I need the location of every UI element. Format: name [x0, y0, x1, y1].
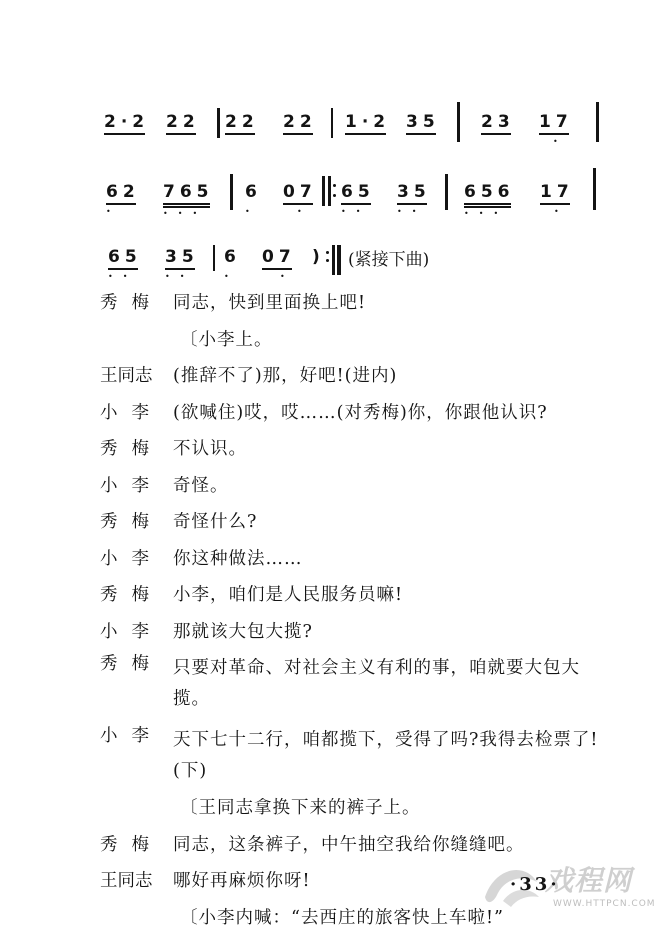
note-group: 07 • — [283, 182, 317, 222]
line-text: 同志，这条裤子，中午抽空我给你缝缝吧。 — [173, 834, 608, 856]
note-group — [406, 112, 440, 152]
note: 22 — [283, 112, 317, 132]
line-text: (推辞不了)那，好吧!(进内) — [173, 365, 608, 387]
speaker: 王同志 — [100, 870, 168, 892]
speaker: 秀梅 — [100, 584, 168, 606]
score-line-1 — [100, 112, 610, 172]
dialogue-row — [100, 511, 620, 548]
line-text: 只要对革命、对社会主义有利的事，咱就要大包大揽。 — [173, 653, 608, 715]
speaker: 秀梅 — [100, 511, 168, 533]
note: 35 — [406, 112, 440, 132]
note: 1·2 — [345, 112, 390, 132]
line-text: 同志，快到里面换上吧! — [173, 292, 608, 314]
speaker: 秀梅 — [100, 292, 168, 314]
note: 17 — [540, 182, 574, 202]
note: 65 — [341, 182, 375, 202]
line-text: 不认识。 — [173, 438, 608, 460]
bar-line — [445, 174, 448, 210]
repeat-sign — [322, 176, 336, 206]
dialogue-row — [100, 725, 620, 797]
note-group: 765 ••• — [163, 182, 214, 222]
note: 23 — [481, 112, 515, 132]
score-cue: (紧接下曲) — [348, 245, 429, 270]
note: 765 — [163, 182, 214, 202]
note: 17 — [539, 112, 573, 132]
speaker: 秀梅 — [100, 438, 168, 460]
bar-line — [217, 108, 220, 138]
bar-line — [213, 245, 215, 271]
note-group: 62 • — [106, 182, 140, 222]
note: 6 — [245, 182, 262, 202]
note: 35 — [397, 182, 431, 202]
score-line-2 — [100, 182, 610, 242]
note: 6 — [224, 247, 241, 267]
line-text: 天下七十二行，咱都揽下，受得了吗?我得去检票了!(下) — [173, 725, 608, 787]
speaker: 小李 — [100, 548, 168, 570]
note-group: 17 • — [539, 112, 573, 152]
dialogue-row — [100, 621, 620, 658]
dialogue-row — [100, 584, 620, 621]
note: 07 — [262, 247, 296, 267]
bar-line — [593, 168, 596, 210]
watermark-logo — [475, 857, 665, 915]
note-group — [104, 112, 149, 152]
note: 656 — [464, 182, 515, 202]
note: 07 — [283, 182, 317, 202]
speaker: 小李 — [100, 725, 168, 747]
stage-direction — [100, 329, 620, 366]
line-text: (欲喊住)哎，哎……(对秀梅)你，你跟他认识? — [173, 402, 608, 424]
note-group: 07 • — [262, 247, 296, 287]
note-group: 35 •• — [397, 182, 431, 222]
note-group — [283, 112, 317, 152]
note: 2·2 — [104, 112, 149, 132]
close-paren: ) — [312, 247, 325, 287]
dialogue-row — [100, 402, 620, 439]
dialogue-row — [100, 438, 620, 475]
note-group: 17 • — [540, 182, 574, 222]
speaker: 小李 — [100, 475, 168, 497]
bar-line — [457, 102, 460, 142]
note-group — [345, 112, 390, 152]
line-text: 哪好再麻烦你呀! — [173, 870, 608, 892]
dialogue-row — [100, 475, 620, 512]
note-group: 65 •• — [108, 247, 142, 287]
note-group: 656 ••• — [464, 182, 515, 222]
note-group: 6 • — [245, 182, 262, 222]
bar-line — [230, 174, 233, 210]
note-group: 6 • — [224, 247, 241, 287]
page-number: ·33· — [510, 874, 560, 895]
end-repeat-sign — [326, 245, 340, 275]
line-text: 你这种做法…… — [173, 548, 608, 570]
line-text: 〔小李上。 — [180, 329, 615, 351]
script-body — [100, 292, 620, 943]
dialogue-row — [100, 292, 620, 329]
watermark-url: WWW.HTTPCN.COM — [553, 899, 656, 909]
speaker: 秀梅 — [100, 834, 168, 856]
speaker: 秀梅 — [100, 653, 168, 675]
speaker: 王同志 — [100, 365, 168, 387]
watermark-name: 戏程网 — [545, 859, 632, 899]
note: 22 — [166, 112, 200, 132]
note-group — [225, 112, 259, 152]
line-text: 〔王同志拿换下来的裤子上。 — [180, 797, 615, 819]
speaker: 小李 — [100, 621, 168, 643]
note-group — [166, 112, 200, 152]
note: 35 — [165, 247, 199, 267]
dialogue-row — [100, 653, 620, 729]
line-text: 奇怪。 — [173, 475, 608, 497]
line-text: 〔小李内喊：“去西庄的旅客快上车啦!” — [180, 907, 615, 929]
note: 22 — [225, 112, 259, 132]
bar-line — [331, 108, 333, 138]
line-text: 奇怪什么? — [173, 511, 608, 533]
note-group: 35 •• — [165, 247, 199, 287]
note: 65 — [108, 247, 142, 267]
note-group — [481, 112, 515, 152]
stage-direction — [100, 797, 620, 834]
speaker: 小李 — [100, 402, 168, 424]
note-group: 65 •• — [341, 182, 375, 222]
dialogue-row — [100, 548, 620, 585]
dialogue-row — [100, 365, 620, 402]
line-text: 那就该大包大揽? — [173, 621, 608, 643]
note: 62 — [106, 182, 140, 202]
line-text: 小李，咱们是人民服务员嘛! — [173, 584, 608, 606]
bar-line — [596, 102, 599, 142]
